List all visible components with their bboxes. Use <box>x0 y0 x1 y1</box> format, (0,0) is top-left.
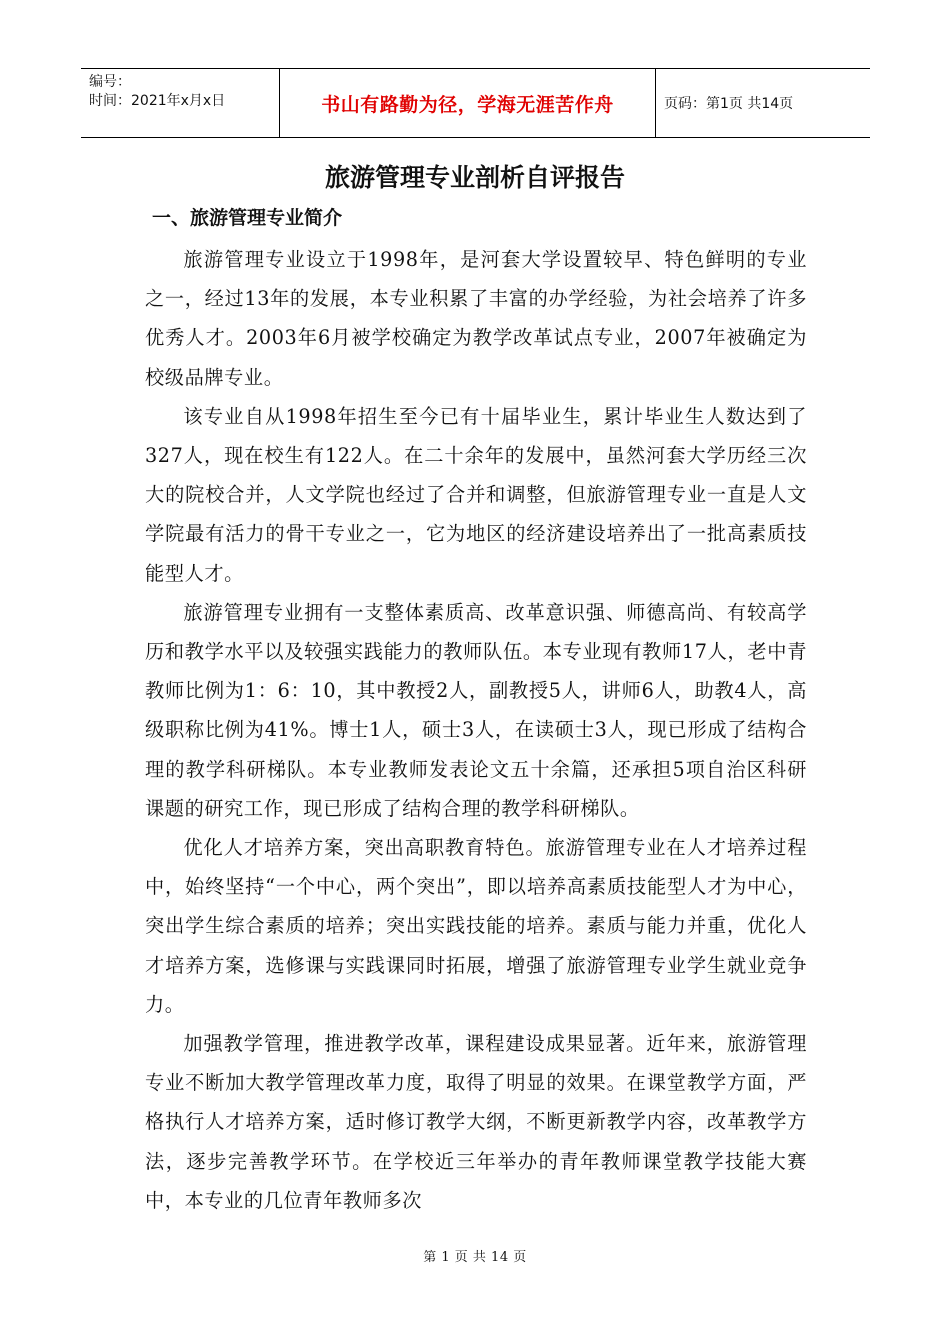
header-motto: 书山有路勤为径，学海无涯苦作舟 <box>280 69 656 137</box>
document-title: 旅游管理专业剖析自评报告 <box>324 163 625 192</box>
body-paragraph: 该专业自从1998年招生至今已有十届毕业生，累计毕业生人数达到了327人，现在校生有122人。在二十余年的发展中，虽然河套大学历经三次大的院校合并，人文学院也经过了合并和调整，但旅游管理专业一直是人文学院最有活力的骨干专业之一，它为地区的经济建设培养出了一批高素质技能型人才。 <box>145 404 807 585</box>
body-paragraph: 旅游管理专业拥有一支整体素质高、改革意识强、师德高尚、有较高学历和教学水平以及较强实践能力的教师队伍。本专业现有教师17人，老中青教师比例为1：6：10，其中教授2人，副教授5人，讲师6人，助教4人，高级职称比例为41%。博士1人，硕士3人，在读硕士3人，现已形成了结构合理的教学科研梯队。本专业教师发表论文五十余篇，还承担5项自治区科研课题的研究工作，现已形成了结构合理的教学科研梯队。 <box>145 600 807 820</box>
page-footer: 第 1 页 共 14 页 <box>423 1250 527 1265</box>
body-paragraph: 旅游管理专业设立于1998年，是河套大学设置较早、特色鲜明的专业之一，经过13年的发展，本专业积累了丰富的办学经验，为社会培养了许多优秀人才。2003年6月被学校确定为教学改革试点专业，2007年被确定为校级品牌专业。 <box>145 248 807 389</box>
page-header-table <box>81 68 870 138</box>
document-number-label: 编号： <box>89 74 131 90</box>
body-paragraph: 优化人才培养方案，突出高职教育特色。旅游管理专业在人才培养过程中，始终坚持“一个中心，两个突出”，即以培养高素质技能型人才为中心，突出学生综合素质的培养；突出实践技能的培养。素质与能力并重，优化人才培养方案，选修课与实践课同时拓展，增强了旅游管理专业学生就业竞争力。 <box>145 836 807 1016</box>
section-heading: 一、旅游管理专业简介 <box>152 207 343 229</box>
header-meta-cell <box>81 69 280 137</box>
body-paragraph: 加强教学管理，推进教学改革，课程建设成果显著。近年来，旅游管理专业不断加大教学管理改革力度，取得了明显的效果。在课堂教学方面，严格执行人才培养方案，适时修订教学大纲，不断更新教学内容，改革教学方法，逐步完善教学环节。在学校近三年举办的青年教师课堂教学技能大赛中，本专业的几位青年教师多次 <box>145 1032 807 1212</box>
document-time-label: 时间：2021年x月x日 <box>89 93 226 109</box>
document-body <box>145 240 807 1220</box>
header-page-info: 页码：第1页 共14页 <box>664 96 794 112</box>
